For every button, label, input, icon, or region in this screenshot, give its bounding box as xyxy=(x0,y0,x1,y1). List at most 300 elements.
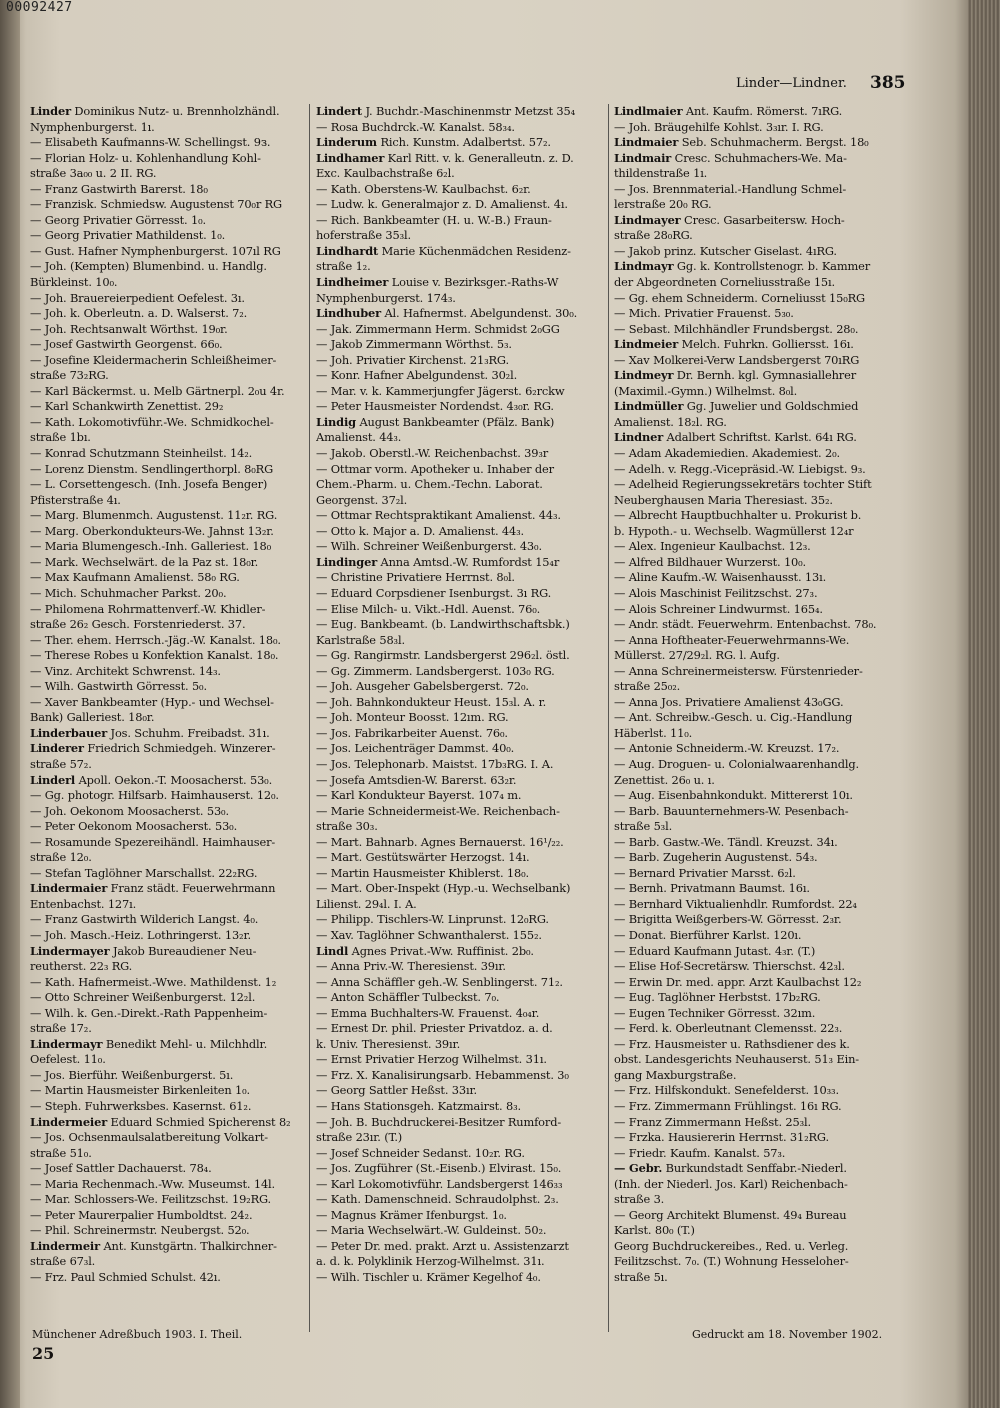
directory-entry xyxy=(30,291,330,307)
directory-entry xyxy=(614,462,912,478)
directory-entry xyxy=(316,322,616,338)
entry-text: — Ottmar Rechtspraktikant Amalienst. 44₃. xyxy=(316,508,561,523)
directory-entry xyxy=(30,1006,330,1022)
directory-entry xyxy=(614,1021,912,1037)
entry-text: straße 51₀. xyxy=(30,1145,92,1160)
entry-text: reutherst. 22₃ RG. xyxy=(30,959,133,974)
entry-text: Agnes Privat.-Ww. Ruffinist. 2b₀. xyxy=(348,943,534,958)
entry-text: — Barb. Bauunternehmers-W. Pesenbach- xyxy=(614,803,849,818)
surname-heading: Lindmaier xyxy=(614,135,679,150)
entry-text: — Maria Rechenmach.-Ww. Museumst. 14l. xyxy=(30,1176,276,1191)
surname-heading: Lindheimer xyxy=(316,275,389,290)
directory-entry xyxy=(316,1130,616,1146)
entry-text: Anna Amtsd.-W. Rumfordst 15₄r xyxy=(377,554,560,569)
directory-entry xyxy=(614,493,912,509)
directory-entry xyxy=(30,1083,330,1099)
directory-entry xyxy=(30,275,330,291)
entry-text: Cresc. Schuhmachers-We. Ma- xyxy=(671,150,847,165)
entry-text: — Alois Schreiner Lindwurmst. 165₄. xyxy=(614,601,823,616)
directory-entry xyxy=(30,120,330,136)
entry-text: — Emma Buchhalters-W. Frauenst. 4₀₄r. xyxy=(316,1005,540,1020)
entry-text: Nymphenburgerst. 174₃. xyxy=(316,290,456,305)
entry-text: Ant. Kaufm. Römerst. 7ıRG. xyxy=(682,104,843,118)
directory-entry xyxy=(30,353,330,369)
directory-heading-entry xyxy=(614,151,912,167)
directory-entry xyxy=(316,182,616,198)
directory-entry xyxy=(30,850,330,866)
entry-text: Dr. Bernh. kgl. Gymnasiallehrer xyxy=(673,368,856,383)
entry-text: — Anna Jos. Privatiere Amalienst 43₀GG. xyxy=(614,694,844,709)
entry-text: — Ferd. k. Oberleutnant Clemensst. 22₃. xyxy=(614,1021,843,1036)
entry-text: August Bankbeamter (Pfälz. Bank) xyxy=(355,414,555,429)
surname-heading: Lindhamer xyxy=(316,150,385,165)
entry-text: — Florian Holz- u. Kohlenhandlung Kohl- xyxy=(30,150,261,165)
directory-entry xyxy=(614,508,912,524)
entry-text: — Philomena Rohrmattenverf.-W. Khidler- xyxy=(30,601,266,616)
directory-entry xyxy=(316,197,616,213)
directory-entry xyxy=(30,493,330,509)
entry-text: Jos. Schuhm. Freibadst. 31ı. xyxy=(107,725,270,740)
directory-entry xyxy=(316,259,616,275)
directory-entry xyxy=(30,524,330,540)
entry-text: straße 1₂. xyxy=(316,259,371,274)
column-1 xyxy=(30,104,330,1286)
directory-entry xyxy=(614,1254,912,1270)
entry-text: — Eug. Taglöhner Herbstst. 17b₂RG. xyxy=(614,990,821,1005)
directory-entry xyxy=(316,337,616,353)
entry-text: — Xav Molkerei-Verw Landsbergerst 70ıRG xyxy=(614,352,860,367)
directory-entry xyxy=(30,337,330,353)
directory-heading-entry xyxy=(614,1161,912,1177)
directory-heading-entry xyxy=(30,1037,330,1053)
directory-entry xyxy=(316,586,616,602)
directory-heading-entry xyxy=(30,1239,330,1255)
entry-text: — Brigitta Weißgerbers-W. Görresst. 2₃r. xyxy=(614,912,842,927)
entry-text: — Marg. Oberkondukteurs-We. Jahnst 13₂r. xyxy=(30,523,274,538)
entry-text: — Lorenz Dienstm. Sendlingerthorpl. 8₀RG xyxy=(30,461,274,476)
surname-heading: Lindmair xyxy=(614,150,672,165)
entry-text: Pfisterstraße 4ı. xyxy=(30,492,121,507)
directory-entry xyxy=(316,804,616,820)
directory-entry xyxy=(316,1052,616,1068)
surname-heading: Lindermayer xyxy=(30,943,110,958)
directory-entry xyxy=(316,353,616,369)
directory-heading-entry xyxy=(316,275,616,291)
directory-entry xyxy=(614,1146,912,1162)
directory-entry xyxy=(614,866,912,882)
entry-text: — Gg. ehem Schneiderm. Corneliusst 15₀RG xyxy=(614,290,865,305)
column-rule xyxy=(608,104,609,1332)
entry-text: — Jak. Zimmermann Herm. Schmidst 2₀GG xyxy=(316,321,560,336)
directory-entry xyxy=(614,182,912,198)
entry-text: — Franz Zimmermann Heßst. 25₃l. xyxy=(614,1114,811,1129)
directory-entry xyxy=(30,928,330,944)
entry-text: Müllerst. 27/29₂l. RG. l. Aufg. xyxy=(614,648,780,663)
directory-entry xyxy=(316,850,616,866)
entry-text: — Martin Hausmeister Birkenleiten 1₀. xyxy=(30,1083,251,1098)
previous-page-margin xyxy=(0,0,20,1408)
surname-heading: Linderum xyxy=(316,135,377,150)
directory-entry xyxy=(316,1083,616,1099)
directory-entry xyxy=(316,1021,616,1037)
entry-text: — Jakob. Oberstl.-W. Reichenbachst. 39₃r xyxy=(316,446,549,461)
directory-entry xyxy=(30,1223,330,1239)
directory-entry xyxy=(30,1208,330,1224)
directory-entry xyxy=(30,1254,330,1270)
entry-text: — Konr. Hafner Abelgundenst. 30₂l. xyxy=(316,368,518,383)
entry-text: — Josef Gastwirth Georgenst. 66₀. xyxy=(30,337,223,352)
directory-entry xyxy=(316,1068,616,1084)
surname-heading: Lindig xyxy=(316,414,356,429)
surname-heading: Linderl xyxy=(30,772,76,787)
entry-text: Chem.-Pharm. u. Chem.-Techn. Laborat. xyxy=(316,477,543,492)
surname-heading: — Gebr. xyxy=(614,1161,663,1176)
entry-text: — Elisabeth Kaufmanns-W. Schellingst. 9з. xyxy=(30,135,271,150)
directory-entry xyxy=(316,928,616,944)
entry-text: straße 3. xyxy=(614,1192,665,1207)
footer-print-date: Gedruckt am 18. November 1902. xyxy=(692,1328,883,1341)
entry-text: Karl Ritt. v. k. Generalleutn. z. D. xyxy=(384,150,574,165)
directory-entry xyxy=(316,1006,616,1022)
directory-entry xyxy=(30,959,330,975)
entry-text: — Frz. X. Kanalisirungsarb. Hebammenst. 3₀ xyxy=(316,1067,569,1082)
directory-entry xyxy=(316,1177,616,1193)
directory-heading-entry xyxy=(316,944,616,960)
entry-text: — Gust. Hafner Nymphenburgerst. 107ıl RG xyxy=(30,243,281,258)
entry-text: — Josefa Amtsdien-W. Barerst. 63₂r. xyxy=(316,772,517,787)
surname-heading: Lindmeyr xyxy=(614,368,674,383)
entry-text: — Georg Architekt Blumenst. 49₄ Bureau xyxy=(614,1207,847,1222)
directory-entry xyxy=(614,291,912,307)
entry-text: Häberlst. 11₀. xyxy=(614,725,693,740)
directory-entry xyxy=(30,1130,330,1146)
directory-entry xyxy=(316,897,616,913)
entry-text: Entenbachst. 127ı. xyxy=(30,896,137,911)
directory-entry xyxy=(614,617,912,633)
directory-entry xyxy=(614,539,912,555)
directory-entry xyxy=(30,306,330,322)
directory-entry xyxy=(614,570,912,586)
directory-entry xyxy=(614,773,912,789)
entry-text: lerstraße 20₀ RG. xyxy=(614,197,712,212)
entry-text: — Christine Privatiere Herrnst. 8₀l. xyxy=(316,570,515,585)
entry-text: — Jos. Telephonarb. Maistst. 17b₃RG. I. A. xyxy=(316,756,554,771)
entry-text: — Joh. Privatier Kirchenst. 21₃RG. xyxy=(316,352,509,367)
directory-entry xyxy=(316,959,616,975)
entry-text: — Magnus Krämer Ifenburgst. 1₀. xyxy=(316,1207,507,1222)
entry-text: — Joh. Masch.-Heiz. Lothringerst. 13₂r. xyxy=(30,927,251,942)
directory-entry xyxy=(316,648,616,664)
directory-entry xyxy=(614,726,912,742)
entry-text: — Jakob prinz. Kutscher Giselast. 4ıRG. xyxy=(614,243,837,258)
entry-text: — Gg. Rangirmstr. Landsbergerst 296₂l. östl. xyxy=(316,648,570,663)
entry-text: — Maria Wechselwärt.-W. Guldeinst. 50₂. xyxy=(316,1223,547,1238)
directory-heading-entry xyxy=(316,415,616,431)
directory-entry xyxy=(30,1068,330,1084)
sheet-signature: 25 xyxy=(32,1344,55,1363)
entry-text: — Albrecht Hauptbuchhalter u. Prokurist b. xyxy=(614,508,862,523)
entry-text: — Vinz. Architekt Schwrenst. 14₃. xyxy=(30,663,221,678)
entry-text: Amalienst. 18₂l. RG. xyxy=(614,414,727,429)
directory-entry xyxy=(614,1270,912,1286)
directory-entry xyxy=(30,819,330,835)
entry-text: Georgenst. 37₂l. xyxy=(316,492,408,507)
entry-text: — Ernst Privatier Herzog Wilhelmst. 31ı. xyxy=(316,1052,547,1067)
entry-text: — Steph. Fuhrwerksbes. Kasernst. 61₂. xyxy=(30,1099,252,1113)
entry-text: Zenettist. 26₀ u. ı. xyxy=(614,772,715,787)
directory-entry xyxy=(30,804,330,820)
entry-text: — Georg Privatier Görresst. 1₀. xyxy=(30,212,206,227)
column-rule xyxy=(309,104,310,1332)
directory-entry xyxy=(30,835,330,851)
entry-text: — Eug. Bankbeamt. (b. Landwirthschaftsbk.) xyxy=(316,617,570,632)
directory-entry xyxy=(30,1099,330,1115)
entry-text: — Anna Priv.-W. Theresienst. 39ır. xyxy=(316,959,506,974)
entry-text: — Karl Kondukteur Bayerst. 107₄ m. xyxy=(316,788,522,803)
directory-heading-entry xyxy=(30,1115,330,1131)
entry-text: Adalbert Schriftst. Karlst. 64ı RG. xyxy=(663,430,857,445)
directory-heading-entry xyxy=(30,726,330,742)
entry-text: Rich. Kunstm. Adalbertst. 57₂. xyxy=(376,135,551,150)
entry-text: — Jos. Ochsenmaulsalatbereitung Volkart- xyxy=(30,1130,268,1145)
entry-text: straße 1bı. xyxy=(30,430,91,445)
entry-text: — Jos. Zugführer (St.-Eisenb.) Elvirast. 15₀. xyxy=(316,1161,562,1176)
entry-text: — Andr. städt. Feuerwehrm. Entenbachst. 78₀. xyxy=(614,617,877,632)
directory-entry xyxy=(316,1208,616,1224)
directory-entry xyxy=(316,1146,616,1162)
entry-text: Apoll. Oekon.-T. Moosacherst. 53₀. xyxy=(75,772,273,787)
entry-text: — Gg. photogr. Hilfsarb. Haimhauserst. 12₀. xyxy=(30,788,279,803)
entry-text: — Rosa Buchdrck.-W. Kanalst. 58₃₄. xyxy=(316,119,515,134)
entry-text: obst. Landesgerichts Neuhauserst. 51₃ Ein- xyxy=(614,1052,859,1067)
directory-entry xyxy=(614,633,912,649)
directory-entry xyxy=(30,384,330,400)
entry-text: — Aug. Eisenbahnkondukt. Mittererst 10ı. xyxy=(614,788,853,803)
directory-entry xyxy=(614,1037,912,1053)
entry-text: — Joh. B. Buchdruckerei-Besitzer Rumford- xyxy=(316,1114,562,1129)
entry-text: straße 25₀₂. xyxy=(614,679,681,694)
column-3 xyxy=(614,104,912,1286)
directory-entry xyxy=(614,944,912,960)
entry-text: — Mart. Ober-Inspekt (Hyp.-u. Wechselbank) xyxy=(316,881,571,896)
directory-entry xyxy=(316,695,616,711)
entry-text: a. d. k. Polyklinik Herzog-Wilhelmst. 31ı. xyxy=(316,1254,545,1269)
entry-text: — Alfred Bildhauer Wurzerst. 10₀. xyxy=(614,554,807,569)
entry-text: — Gg. Zimmerm. Landsbergerst. 103₀ RG. xyxy=(316,663,555,678)
surname-heading: Lindmüller xyxy=(614,399,684,414)
entry-text: — Joh. Monteur Boosst. 12ım. RG. xyxy=(316,710,509,725)
directory-entry xyxy=(614,648,912,664)
entry-text: — Joh. Oekonom Moosacherst. 53₀. xyxy=(30,803,229,818)
entry-text: — Jos. Bierführ. Weißenburgerst. 5ı. xyxy=(30,1067,234,1082)
directory-entry xyxy=(614,1239,912,1255)
directory-entry xyxy=(30,228,330,244)
entry-text: Bank) Galleriest. 18₀r. xyxy=(30,710,155,725)
directory-entry xyxy=(316,1161,616,1177)
entry-text: — Anna Schreinermeistersw. Fürstenrieder- xyxy=(614,663,863,678)
entry-text: — Hans Stationsgeh. Katzmairst. 8₃. xyxy=(316,1099,521,1113)
directory-entry xyxy=(30,1161,330,1177)
directory-entry xyxy=(30,368,330,384)
directory-entry xyxy=(316,741,616,757)
entry-text: — Mark. Wechselwärt. de la Paz st. 18₀r. xyxy=(30,554,259,569)
directory-entry xyxy=(316,881,616,897)
entry-text: — Friedr. Kaufm. Kanalst. 57₃. xyxy=(614,1145,786,1160)
directory-entry xyxy=(30,710,330,726)
directory-entry xyxy=(30,570,330,586)
entry-text: — Ernest Dr. phil. Priester Privatdoz. a. d. xyxy=(316,1021,553,1036)
directory-entry xyxy=(316,664,616,680)
entry-text: Burkundstadt Senffabr.-Niederl. xyxy=(662,1161,847,1176)
entry-text: — Sebast. Milchhändler Frundsbergst. 28₀. xyxy=(614,321,859,336)
entry-text: straße 5₃l. xyxy=(614,819,673,834)
entry-text: — Otto Schreiner Weißenburgerst. 12₂l. xyxy=(30,990,256,1005)
directory-entry xyxy=(316,1254,616,1270)
entry-text: — Anna Schäffler geh.-W. Senblingerst. 71₂. xyxy=(316,974,563,989)
directory-entry xyxy=(614,1130,912,1146)
entry-text: Melch. Fuhrkn. Golliersst. 16ı. xyxy=(678,337,854,352)
entry-text: — Georg Sattler Heßst. 33ır. xyxy=(316,1083,477,1098)
entry-text: — Bernh. Privatmann Baumst. 16ı. xyxy=(614,881,810,896)
entry-text: — Philipp. Tischlers-W. Linprunst. 12₀RG. xyxy=(316,912,549,927)
entry-text: — Mar. Schlossers-We. Feilitzschst. 19₂RG. xyxy=(30,1192,272,1207)
directory-entry xyxy=(614,912,912,928)
entry-text: — Kath. Damenschneid. Schraudolphst. 2₃. xyxy=(316,1192,559,1207)
directory-entry xyxy=(30,259,330,275)
directory-entry xyxy=(316,120,616,136)
entry-text: — Therese Robes u Konfektion Kanalst. 18₀. xyxy=(30,648,279,663)
entry-text: straße 23ır. (T.) xyxy=(316,1130,403,1145)
column-2 xyxy=(316,104,616,1286)
entry-text: — Rich. Bankbeamter (H. u. W.-B.) Fraun- xyxy=(316,212,552,227)
surname-heading: Lindert xyxy=(316,104,363,118)
directory-heading-entry xyxy=(30,773,330,789)
entry-text: straße 12₀. xyxy=(30,850,92,865)
surname-heading: Lindermayr xyxy=(30,1036,103,1051)
entry-text: Dominikus Nutz- u. Brennholzhändl. xyxy=(70,104,280,118)
entry-text: straße 26₂ Gesch. Forstenriederst. 37. xyxy=(30,617,246,632)
surname-heading: Linderer xyxy=(30,741,84,756)
directory-entry xyxy=(614,446,912,462)
directory-entry xyxy=(614,555,912,571)
entry-text: — Eduard Kaufmann Jutast. 4₃r. (T.) xyxy=(614,943,816,958)
entry-text: — Eduard Corpsdiener Isenburgst. 3ı RG. xyxy=(316,585,552,600)
entry-text: — Alois Maschinist Feilitzschst. 27₃. xyxy=(614,585,818,600)
entry-text: — Martin Hausmeister Khiblerst. 18₀. xyxy=(316,865,529,880)
entry-text: — Aug. Droguen- u. Colonialwaarenhandlg. xyxy=(614,756,859,771)
directory-entry xyxy=(30,399,330,415)
entry-text: Eduard Schmied Spicherenst 8₂ xyxy=(107,1114,291,1129)
entry-text: Bürkleinst. 10₀. xyxy=(30,275,118,290)
directory-entry xyxy=(316,757,616,773)
entry-text: Gg. Juwelier und Goldschmied xyxy=(683,399,859,414)
directory-entry xyxy=(614,228,912,244)
entry-text: — Barb. Zugeherin Augustenst. 54₃. xyxy=(614,850,818,865)
directory-entry xyxy=(316,679,616,695)
book-page-edges xyxy=(968,0,1000,1408)
directory-entry xyxy=(614,197,912,213)
entry-text: — Joh. Bräugehilfe Kohlst. 3₃ır. I. RG. xyxy=(614,119,824,134)
entry-text: Marie Küchenmädchen Residenz- xyxy=(378,243,571,258)
directory-entry xyxy=(614,1192,912,1208)
directory-entry xyxy=(316,819,616,835)
directory-heading-entry xyxy=(614,104,912,120)
directory-entry xyxy=(614,166,912,182)
entry-text: — Wilh. Gastwirth Görresst. 5₀. xyxy=(30,679,207,694)
directory-entry xyxy=(30,912,330,928)
entry-text: — Wilh. Schreiner Weißenburgerst. 43₀. xyxy=(316,539,542,554)
directory-entry xyxy=(30,602,330,618)
directory-entry xyxy=(316,384,616,400)
entry-text: — Mart. Bahnarb. Agnes Bernauerst. 16¹/₂₂. xyxy=(316,834,564,849)
directory-entry xyxy=(316,477,616,493)
entry-text: — Franzisk. Schmiedsw. Augustenst 70₀r RG xyxy=(30,197,282,212)
directory-entry xyxy=(30,695,330,711)
directory-entry xyxy=(30,539,330,555)
entry-text: — Frz. Paul Schmied Schulst. 42ı. xyxy=(30,1270,221,1285)
directory-entry xyxy=(316,228,616,244)
entry-text: — Joh. (Kempten) Blumenbind. u. Handlg. xyxy=(30,259,267,274)
directory-entry xyxy=(30,151,330,167)
entry-text: — Elise Hof-Secretärsw. Thierschst. 42₃l. xyxy=(614,959,845,974)
entry-text: — Adam Akademiedien. Akademiest. 2₀. xyxy=(614,446,840,461)
directory-entry xyxy=(614,804,912,820)
directory-entry xyxy=(30,1270,330,1286)
entry-text: — L. Corsettengesch. (Inh. Josefa Benger) xyxy=(30,477,268,492)
entry-text: Jakob Bureaudiener Neu- xyxy=(109,943,257,958)
entry-text: Exc. Kaulbachstraße 6₂l. xyxy=(316,166,455,181)
directory-entry xyxy=(316,166,616,182)
surname-heading: Lindmayer xyxy=(614,212,681,227)
directory-entry xyxy=(316,602,616,618)
entry-text: — Karl Schankwirth Zenettist. 29₂ xyxy=(30,399,224,414)
directory-entry xyxy=(614,306,912,322)
directory-entry xyxy=(30,197,330,213)
entry-text: — Adelheid Regierungssekretärs tochter Stift xyxy=(614,477,872,492)
entry-text: — Mich. Schuhmacher Parkst. 20₀. xyxy=(30,585,227,600)
footer-publication: Münchener Adreßbuch 1903. I. Theil. xyxy=(32,1328,243,1341)
directory-entry xyxy=(614,990,912,1006)
directory-entry xyxy=(30,1146,330,1162)
entry-text: — Kath. Lokomotivführ.-We. Schmidkochel- xyxy=(30,414,274,429)
entry-text: Nymphenburgerst. 1ı. xyxy=(30,119,155,134)
directory-entry xyxy=(316,1115,616,1131)
entry-text: — Maria Blumengesch.-Inh. Galleriest. 18₀ xyxy=(30,539,271,554)
directory-entry xyxy=(316,990,616,1006)
directory-entry xyxy=(614,415,912,431)
directory-entry xyxy=(30,555,330,571)
entry-text: — Alex. Ingenieur Kaulbachst. 12₃. xyxy=(614,539,811,554)
surname-heading: Lindhardt xyxy=(316,243,379,258)
entry-text: — Bernard Privatier Marsst. 6₂l. xyxy=(614,865,796,880)
surname-heading: Lindl xyxy=(316,943,349,958)
entry-text: — Peter Dr. med. prakt. Arzt u. Assistenzarzt xyxy=(316,1238,569,1253)
entry-text: Benedikt Mehl- u. Milchhdlr. xyxy=(102,1036,268,1051)
surname-heading: Linder xyxy=(30,104,71,118)
directory-entry xyxy=(614,679,912,695)
entry-text: — Adelh. v. Regg.-Vicepräsid.-W. Liebigst. 9₃. xyxy=(614,461,866,476)
directory-entry xyxy=(614,710,912,726)
directory-entry xyxy=(30,477,330,493)
entry-text: Amalienst. 44₃. xyxy=(316,430,402,445)
entry-text: Friedrich Schmiedgeh. Winzerer- xyxy=(83,741,276,756)
entry-text: — Antonie Schneiderm.-W. Kreuzst. 17₂. xyxy=(614,741,840,756)
entry-text: — Ottmar vorm. Apotheker u. Inhaber der xyxy=(316,461,554,476)
directory-entry xyxy=(30,897,330,913)
directory-entry xyxy=(614,1068,912,1084)
running-head: Linder—Lindner. xyxy=(736,76,847,91)
entry-text: — Ther. ehem. Herrsch.-Jäg.-W. Kanalst. 18₀. xyxy=(30,632,281,647)
